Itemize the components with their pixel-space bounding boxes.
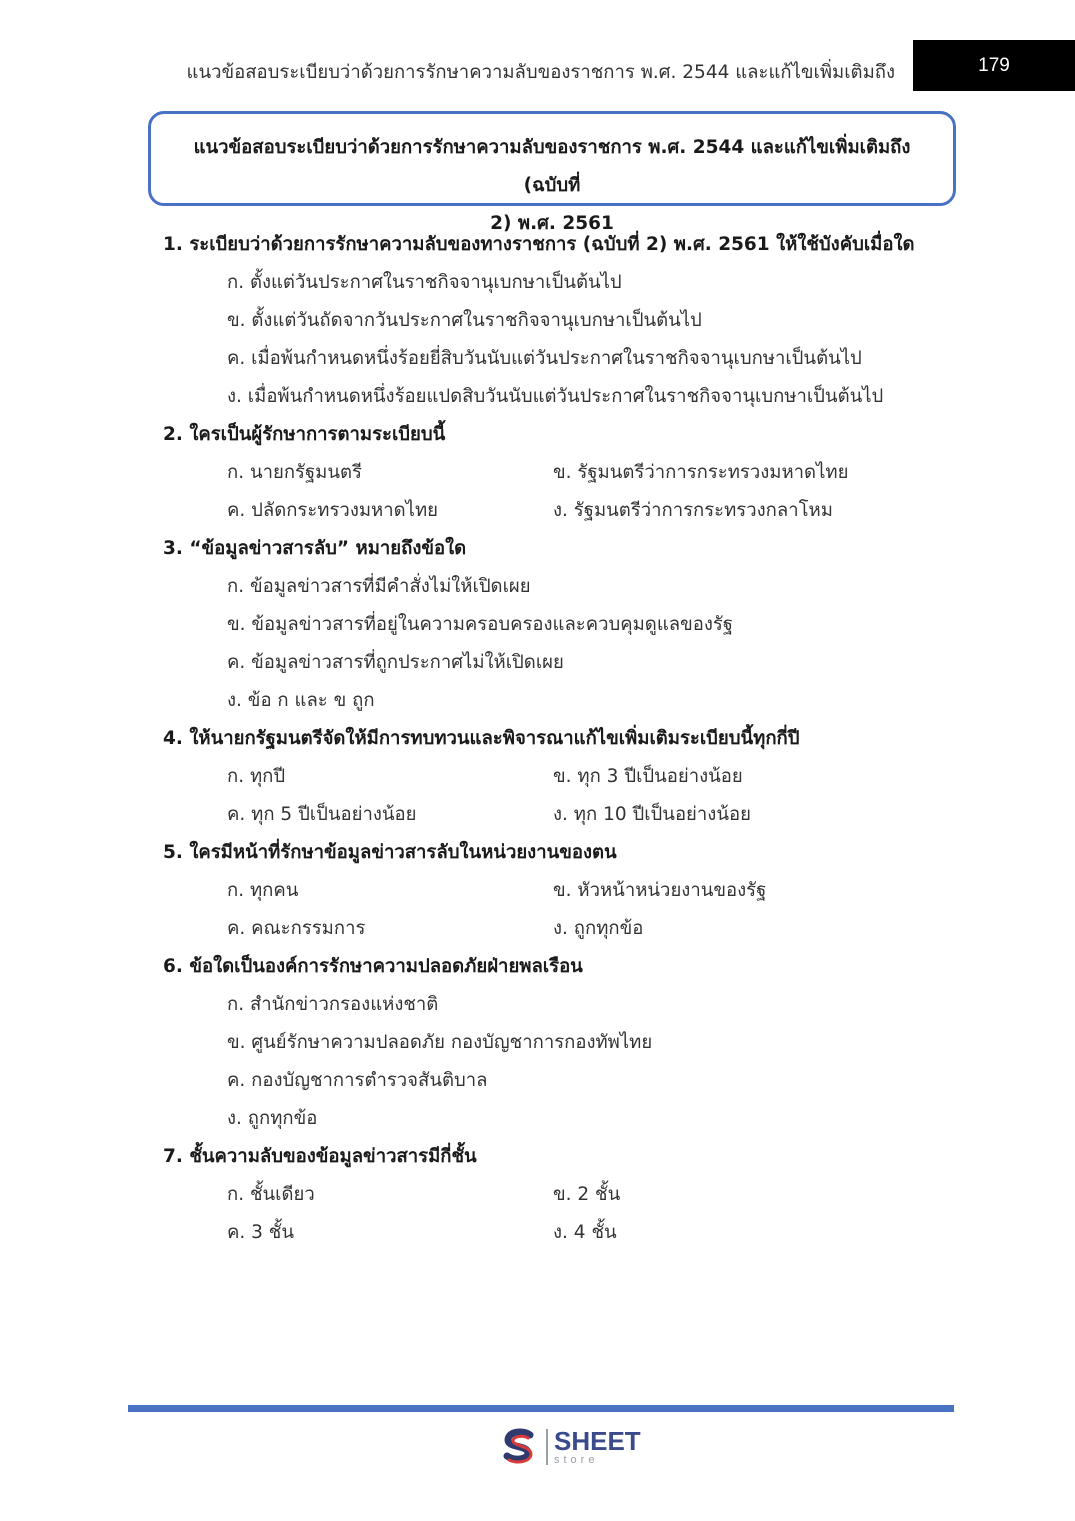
question-3-option-c: ค. ข้อมูลข่าวสารที่ถูกประกาศไม่ให้เปิดเผย <box>227 652 564 673</box>
question-5-option-d: ง. ถูกทุกข้อ <box>553 918 644 939</box>
logo-brand-word: SHEET <box>554 1426 641 1456</box>
question-5-options-row-1 <box>163 872 963 910</box>
question-6-option-a: ก. สำนักข่าวกรองแห่งชาติ <box>227 994 439 1015</box>
question-list <box>163 226 963 1252</box>
question-4-option-d: ง. ทุก 10 ปีเป็นอย่างน้อย <box>553 804 751 825</box>
question-4-option-c: ค. ทุก 5 ปีเป็นอย่างน้อย <box>227 804 417 825</box>
question-7-option-d: ง. 4 ชั้น <box>553 1222 617 1243</box>
question-7-options-row-2 <box>163 1214 963 1252</box>
page-number: 179 <box>978 54 1010 76</box>
question-4: 4. ให้นายกรัฐมนตรีจัดให้มีการทบทวนและพิจารณาแก้ไขเพิ่มเติมระเบียบนี้ทุกกี่ปี <box>163 728 800 749</box>
question-7-option-c: ค. 3 ชั้น <box>227 1222 294 1243</box>
question-6-option-c: ค. กองบัญชาการตำรวจสันติบาล <box>227 1070 488 1091</box>
question-6-option-b: ข. ศูนย์รักษาความปลอดภัย กองบัญชาการกองทัพไทย <box>227 1032 653 1053</box>
footer-rule <box>128 1405 954 1412</box>
question-1: 1. ระเบียบว่าด้วยการรักษาความลับของทางราชการ (ฉบับที่ 2) พ.ศ. 2561 ให้ใช้บังคับเมื่อใด <box>163 234 915 255</box>
question-7-option-a: ก. ชั้นเดียว <box>227 1184 315 1205</box>
question-2: 2. ใครเป็นผู้รักษาการตามระเบียบนี้ <box>163 424 446 445</box>
question-2-option-c: ค. ปลัดกระทรวงมหาดไทย <box>227 500 438 521</box>
question-5-option-c: ค. คณะกรรมการ <box>227 918 366 939</box>
question-7: 7. ชั้นความลับของข้อมูลข่าวสารมีกี่ชั้น <box>163 1146 477 1167</box>
section-title-line-1: แนวข้อสอบระเบียบว่าด้วยการรักษาความลับของราชการ พ.ศ. 2544 และแก้ไขเพิ่มเติมถึง (ฉบับที่ <box>193 137 911 196</box>
question-2-option-b: ข. รัฐมนตรีว่าการกระทรวงมหาดไทย <box>553 462 849 483</box>
question-2-options-row-1 <box>163 454 963 492</box>
question-6-option-d: ง. ถูกทุกข้อ <box>227 1108 318 1129</box>
question-5-options-row-2 <box>163 910 963 948</box>
logo-divider <box>546 1429 548 1465</box>
question-1-option-d: ง. เมื่อพ้นกำหนดหนึ่งร้อยแปดสิบวันนับแต่วันประกาศในราชกิจจานุเบกษาเป็นต้นไป <box>227 386 884 407</box>
question-3-option-a: ก. ข้อมูลข่าวสารที่มีคำสั่งไม่ให้เปิดเผย <box>227 576 531 597</box>
question-1-option-b: ข. ตั้งแต่วันถัดจากวันประกาศในราชกิจจานุเบกษาเป็นต้นไป <box>227 310 702 331</box>
question-1-option-a: ก. ตั้งแต่วันประกาศในราชกิจจานุเบกษาเป็นต้นไป <box>227 272 622 293</box>
logo-wordmark <box>554 1428 641 1466</box>
question-4-option-a: ก. ทุกปี <box>227 766 286 787</box>
question-4-options-row-1 <box>163 758 963 796</box>
section-title-line-2: 2) พ.ศ. 2561 <box>490 213 614 234</box>
question-3-option-b: ข. ข้อมูลข่าวสารที่อยู่ในความครอบครองและควบคุมดูแลของรัฐ <box>227 614 734 635</box>
question-5-option-b: ข. หัวหน้าหน่วยงานของรัฐ <box>553 880 767 901</box>
question-3: 3. “ข้อมูลข่าวสารลับ” หมายถึงข้อใด <box>163 538 467 559</box>
page-number-box <box>913 40 1075 91</box>
question-4-options-row-2 <box>163 796 963 834</box>
logo-brand-sub: store <box>554 1454 599 1466</box>
question-5-option-a: ก. ทุกคน <box>227 880 299 901</box>
question-2-option-d: ง. รัฐมนตรีว่าการกระทรวงกลาโหม <box>553 500 833 521</box>
question-7-option-b: ข. 2 ชั้น <box>553 1184 621 1205</box>
sheet-store-s-logo-icon <box>498 1426 540 1468</box>
question-3-option-d: ง. ข้อ ก และ ข ถูก <box>227 690 375 711</box>
question-1-option-c: ค. เมื่อพ้นกำหนดหนึ่งร้อยยี่สิบวันนับแต่วันประกาศในราชกิจจานุเบกษาเป็นต้นไป <box>227 348 862 369</box>
running-header-title: แนวข้อสอบระเบียบว่าด้วยการรักษาความลับของราชการ พ.ศ. 2544 และแก้ไขเพิ่มเติมถึง <box>186 62 895 83</box>
sheet-store-logo <box>498 1426 641 1468</box>
question-5: 5. ใครมีหน้าที่รักษาข้อมูลข่าวสารลับในหน่วยงานของตน <box>163 842 617 863</box>
question-4-option-b: ข. ทุก 3 ปีเป็นอย่างน้อย <box>553 766 743 787</box>
section-title-box <box>148 111 956 234</box>
question-7-options-row-1 <box>163 1176 963 1214</box>
question-2-options-row-2 <box>163 492 963 530</box>
question-6: 6. ข้อใดเป็นองค์การรักษาความปลอดภัยฝ่ายพลเรือน <box>163 956 583 977</box>
question-2-option-a: ก. นายกรัฐมนตรี <box>227 462 362 483</box>
